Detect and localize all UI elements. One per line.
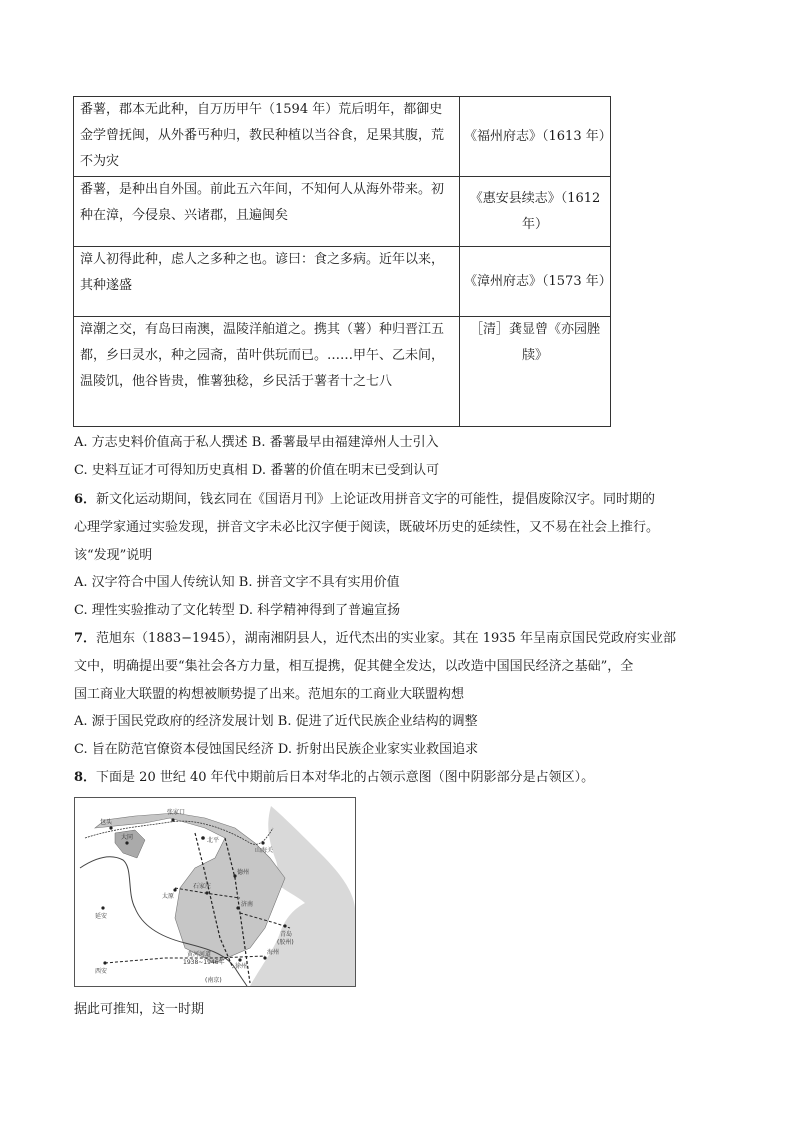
source-text: 番薯，郡本无此种，自万历甲午（1594 年）荒后明年，都御史金学曾抚闽，从外番丐种归，教民种植以当谷食，足果其腹，荒不为灾: [74, 97, 460, 177]
q5-options-line-1: A. 方志史料价值高于私人撰述 B. 番薯最早由福建漳州人士引入: [74, 435, 439, 450]
q7-options-line-2: C. 旨在防范官僚资本侵蚀国民经济 D. 折射出民族企业家实业救国追求: [74, 742, 479, 757]
map-label-yanan: 延安: [95, 913, 108, 920]
q6-options-line-1: A. 汉字符合中国人传统认知 B. 拼音文字不具有实用价值: [74, 575, 400, 590]
q6-stem-line-1: 6．新文化运动期间，钱玄同在《国语月刊》上论证改用拼音文字的可能性，提倡废除汉字。同时期的: [74, 492, 656, 507]
q5-options-line-2: C. 史料互证才可得知历史真相 D. 番薯的价值在明末已受到认可: [74, 463, 440, 478]
table-row: [74, 317, 611, 427]
occupation-map: [74, 797, 356, 987]
map-label-shijiazhuang: 石家庄: [193, 883, 212, 890]
table-row: [74, 247, 611, 317]
q7-stem-line-3: 国工商业大联盟的构想被顺势提了出来。范旭东的工商业大联盟构想: [74, 687, 465, 702]
source-table: [73, 96, 611, 427]
q6-stem-line-2: 心理学家通过实验发现，拼音文字未必比汉字便于阅读，既破坏历史的延续性，又不易在社会上推行。: [74, 520, 660, 535]
q8-number: 8．: [74, 770, 97, 785]
map-label-shanhaiguan: 山海关: [255, 847, 274, 854]
map-label-taiyuan: 太原: [162, 893, 175, 900]
source-text: 漳人初得此种，虑人之多种之也。谚曰：食之多病。近年以来，其种遂盛: [74, 247, 460, 317]
map-label-nanjing: (南京): [205, 977, 222, 984]
table-row: [74, 97, 611, 177]
source-citation: 《漳州府志》（1573 年）: [460, 247, 611, 317]
q7-number: 7．: [74, 631, 97, 646]
map-label-dezhou: 德州: [237, 869, 250, 876]
q6-options-line-2: C. 理性实验推动了文化转型 D. 科学精神得到了普遍宣扬: [74, 603, 401, 618]
q7-stem-line-2: 文中，明确提出要“集社会各方力量，相互提携，促其健全发达，以改造中国国民经济之基础”，全: [74, 659, 634, 674]
table-row: [74, 177, 611, 247]
map-label-jinan: 济南: [241, 901, 254, 908]
source-text: 漳潮之交，有岛曰南澳，温陵洋舶道之。携其（薯）种归晋江五都，乡曰灵水，种之园斋，苗叶供玩而已。……甲午、乙未间，温陵饥，他谷皆贵，惟薯独稔，乡民活于薯者十之七八: [74, 317, 460, 427]
q7-options-line-1: A. 源于国民党政府的经济发展计划 B. 促进了近代民族企业结构的调整: [74, 714, 478, 729]
map-label-huanghe: 黄河河道: [187, 951, 212, 958]
map-graphic: [75, 798, 355, 986]
map-label-xuzhou: 徐州: [235, 963, 248, 970]
source-citation: ［清］龚显曾《亦园脞牍》: [460, 317, 611, 427]
map-label-datong: 大同: [121, 834, 134, 841]
map-label-beiping: 北平: [207, 837, 220, 844]
map-label-haizhou: 海州: [267, 949, 280, 956]
map-label-baotou: 包头: [100, 819, 113, 826]
source-citation: 《福州府志》（1613 年）: [460, 97, 611, 177]
map-label-qingdao: 青岛: [280, 931, 293, 938]
map-label-xian: 西安: [95, 968, 108, 975]
q8-stem: 8．下面是 20 世纪 40 年代中期前后日本对华北的占领示意图（图中阴影部分是占领区）。: [74, 770, 595, 785]
map-label-zhangjiakou: 张家口: [167, 809, 186, 816]
q6-stem-line-3: 该“发现”说明: [74, 548, 153, 563]
source-text: 番薯，是种出自外国。前此五六年间，不知何人从海外带来。初种在漳，今侵泉、兴诸郡，且遍闽矣: [74, 177, 460, 247]
map-label-years: 1938~1946年: [183, 959, 225, 966]
q6-number: 6．: [74, 492, 97, 507]
map-label-jiaozhou: (胶州): [277, 939, 294, 946]
q7-stem-line-1: 7．范旭东（1883−1945），湖南湘阴县人，近代杰出的实业家。其在 1935 年呈南京国民党政府实业部: [74, 631, 676, 646]
source-citation: 《惠安县续志》（1612 年）: [460, 177, 611, 247]
q8-after-map: 据此可推知，这一时期: [74, 1002, 205, 1017]
